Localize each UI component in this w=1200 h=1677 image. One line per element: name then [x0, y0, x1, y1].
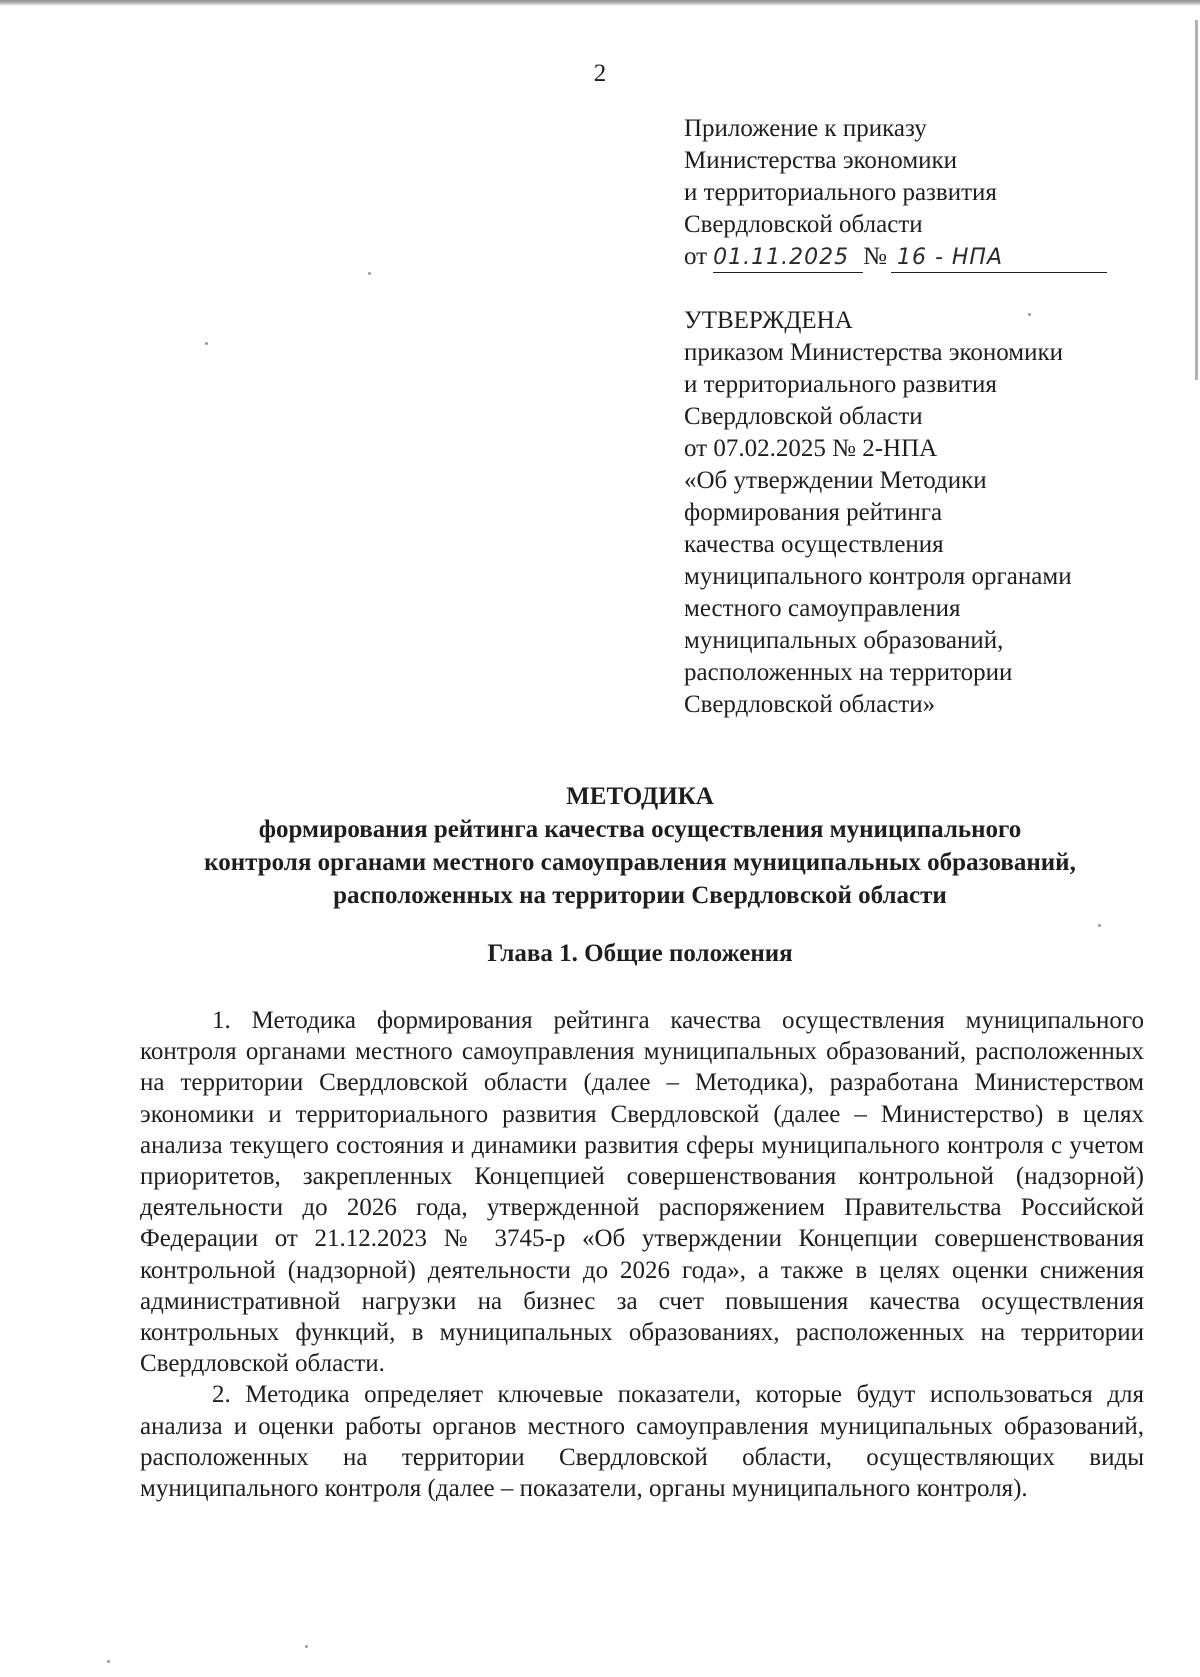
- handwritten-date: 01.11.2025: [713, 246, 863, 273]
- approved-line: от 07.02.2025 № 2-НПА: [684, 435, 938, 462]
- document-title: [140, 780, 1140, 912]
- paragraph: 1. Методика формирования рейтинга качества осуществления муниципального контроля органами местного самоуправления муниципальных образований, расположенных на территории Свердловской области (далее – Методика), разработана Министерством экономики и территориального развития Свердловской (далее – Министерство) в целях анализа текущего состояния и динамики развития сферы муниципального контроля с учетом приоритетов, закрепленных Концепцией совершенствования контрольной (надзорной) деятельности до 2026 года, утвержденной распоряжением Правительства Российской Федерации от 21.12.2023 № 3745-р «Об утверждении Концепции совершенствования контрольной (надзорной) деятельности до 2026 года», а также в целях оценки снижения административной нагрузки на бизнес за счет повышения качества осуществления контрольных функций, в муниципальных образованиях, расположенных на территории Свердловской области.: [140, 1007, 1144, 1378]
- approved-line: расположенных на территории: [684, 659, 1013, 686]
- title-subtitle-line: контроля органами местного самоуправления муниципальных образований,: [204, 849, 1076, 876]
- annex-line: Министерства экономики: [684, 147, 958, 174]
- scan-speck: [1028, 313, 1031, 316]
- chapter-heading: Глава 1. Общие положения: [487, 940, 793, 967]
- approved-line: муниципального контроля органами: [684, 563, 1072, 590]
- title-subtitle-line: расположенных на территории Свердловской области: [333, 882, 947, 909]
- approved-line: и территориального развития: [684, 371, 997, 398]
- approved-line: муниципальных образований,: [684, 627, 1004, 654]
- paragraph: 2. Методика определяет ключевые показатели, которые будут использоваться для анализа и оценки работы органов местного самоуправления муниципальных образований, расположенных на территории Свердловской области, осуществляющих виды муниципального контроля (далее – показатели, органы муниципального контроля).: [140, 1381, 1144, 1503]
- scan-speck: [305, 1645, 308, 1648]
- approved-block: [684, 305, 1072, 721]
- title-subtitle-line: формирования рейтинга качества осуществления муниципального: [258, 816, 1022, 843]
- scan-edge-top: [0, 0, 1200, 6]
- approved-line: местного самоуправления: [684, 595, 961, 622]
- scan-speck: [107, 1660, 110, 1663]
- number-prefix: №: [863, 243, 887, 270]
- approved-line: «Об утверждении Методики: [684, 467, 987, 494]
- annex-line: Свердловской области: [684, 211, 923, 238]
- scan-speck: [368, 272, 371, 275]
- handwritten-number: 16 - НПА: [891, 246, 1107, 273]
- annex-block: [684, 113, 1107, 273]
- body-text: [140, 1005, 1144, 1504]
- annex-line: и территориального развития: [684, 179, 997, 206]
- approved-line: УТВЕРЖДЕНА: [684, 307, 853, 334]
- approved-line: формирования рейтинга: [684, 499, 943, 526]
- approved-line: качества осуществления: [684, 531, 944, 558]
- approved-line: Свердловской области: [684, 403, 923, 430]
- scan-speck: [1098, 924, 1101, 927]
- approved-line: Свердловской области»: [684, 691, 936, 718]
- page-number: 2: [593, 60, 607, 87]
- approved-line: приказом Министерства экономики: [684, 339, 1064, 366]
- annex-date-number-line: [684, 241, 1107, 273]
- annex-line: Приложение к приказу: [684, 115, 927, 142]
- title-heading: МЕТОДИКА: [566, 783, 714, 810]
- date-prefix: от: [684, 243, 708, 270]
- scan-speck: [205, 342, 208, 345]
